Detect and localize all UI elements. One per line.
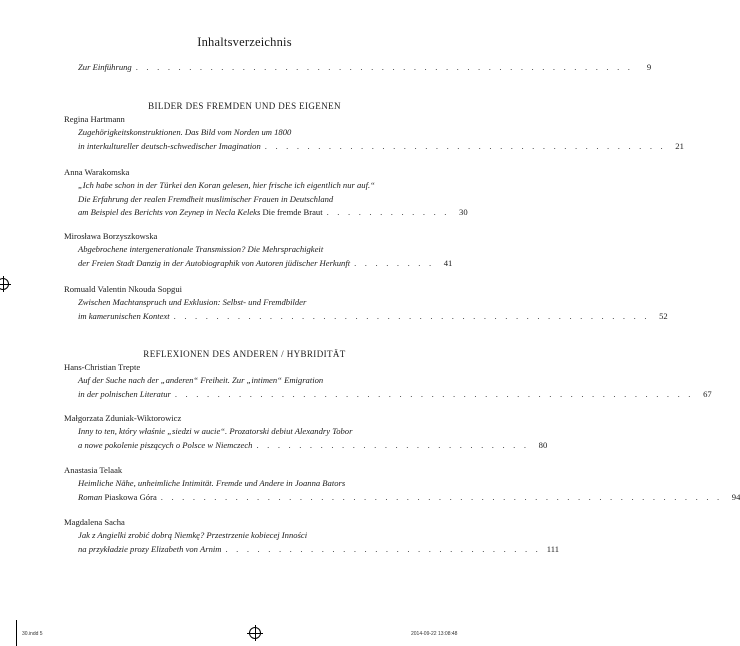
- toc-line: [64, 206, 468, 219]
- registration-mark-icon: [0, 278, 9, 290]
- toc-entry: [64, 283, 668, 323]
- dot-leader: . . . . . . . . . . . .: [326, 207, 450, 218]
- toc-line: [64, 543, 560, 556]
- registration-mark-icon: [249, 627, 261, 639]
- dot-leader: . . . . . . . . . . . . . . . . . . . . . . . . . . . . . . . . . . . . . . . . . . . . . . .: [135, 62, 634, 72]
- toc-line: Auf der Suche nach der „anderen“ Freiheit. Zur „intimen“ Emigration: [78, 375, 324, 386]
- dot-leader: . . . . . . . . . . . . . . . . . . . . . . . . . . . . . . . . . . . . . . . . . . . . . . . . .: [174, 388, 694, 399]
- toc-line-text: [78, 491, 157, 504]
- author-name: Romuald Valentin Nkouda Sopgui: [64, 284, 182, 294]
- toc-entry: [64, 113, 684, 153]
- dot-leader: . . . . . . . . . . . . . . . . . . . . . . . . . .: [256, 439, 530, 450]
- toc-entry: [64, 516, 560, 556]
- dot-leader: . . . . . . . . . . . . . . . . . . . . . . . . . . . . . . . . . . . . . . . . . . . . .: [173, 310, 650, 321]
- toc-line-text: im kamerunischen Kontext: [78, 310, 170, 321]
- toc-line: Heimliche Nähe, unheimliche Intimität. Fremde und Andere in Joanna Bators: [78, 478, 346, 489]
- page-number: 94: [731, 491, 740, 502]
- toc-line: [64, 61, 652, 74]
- toc-line-text: der Freien Stadt Danzig in der Autobiographik von Autoren jüdischer Herkunft: [78, 257, 351, 268]
- toc-line-text: a nowe pokolenie piszących o Polsce w Niemczech: [78, 439, 253, 450]
- book-title: Die fremde Braut: [260, 207, 323, 218]
- book-title: Piaskowa Góra: [102, 491, 157, 502]
- page-number: 52: [659, 310, 668, 321]
- footer-timestamp: 2014-09-22 13:08:48: [411, 631, 458, 637]
- author-name: Mirosława Borzyszkowska: [64, 231, 158, 241]
- toc-line: [64, 388, 712, 401]
- toc-line: Zwischen Machtanspruch und Exklusion: Selbst- und Fremdbilder: [78, 297, 307, 308]
- toc-entry: [64, 361, 712, 401]
- toc-entry-title: Zur Einführung: [78, 62, 132, 72]
- toc-line: [64, 310, 668, 323]
- toc-entry: [64, 412, 548, 452]
- dot-leader: . . . . . . . . . . . . . . . . . . . . . . . . . . . . . . . . . . . . . . . . . . . . . . . . . . . . .: [160, 491, 723, 502]
- page-number: 9: [646, 62, 652, 72]
- author-name: Magdalena Sacha: [64, 517, 125, 527]
- toc-entry-intro: [64, 61, 652, 74]
- page-title: Inhaltsverzeichnis: [197, 35, 292, 49]
- toc-line: Inny to ten, który właśnie „siedzi w aucie“. Prozatorski debiut Alexandry Tobor: [78, 426, 353, 437]
- toc-line-text: na przykładzie prozy Elizabeth von Arnim: [78, 543, 222, 554]
- dot-leader: . . . . . . . .: [354, 257, 435, 268]
- page-number: 111: [546, 543, 560, 554]
- page-number: 21: [675, 140, 684, 151]
- toc-entry: [64, 166, 468, 220]
- author-name: Anna Warakomska: [64, 167, 130, 177]
- page-number: 80: [538, 439, 548, 450]
- dot-leader: . . . . . . . . . . . . . . . . . . . . . . . . . . . . . . . . . . . . . .: [264, 140, 666, 151]
- section-heading: REFLEXIONEN DES ANDEREN / HYBRIDITÄT: [143, 349, 346, 359]
- toc-line: [64, 140, 684, 153]
- toc-line-italic: am Beispiel des Berichts von Zeynep in Necla Keleks: [78, 207, 261, 218]
- toc-line-text: in interkultureller deutsch-schwedischer Imagination: [78, 140, 261, 151]
- toc-line: „Ich habe schon in der Türkei den Koran gelesen, hier frische ich eigentlich nur auf.“: [78, 180, 375, 191]
- page-number: 30: [459, 207, 468, 218]
- author-name: Hans-Christian Trepte: [64, 362, 141, 372]
- toc-line-text: in der polnischen Literatur: [78, 388, 171, 399]
- author-name: Małgorzata Zduniak-Wiktorowicz: [64, 413, 182, 423]
- dot-leader: . . . . . . . . . . . . . . . . . . . . . . . . . . . . . .: [225, 543, 542, 554]
- author-name: Regina Hartmann: [64, 114, 125, 124]
- footer-file: 30.indd 5: [22, 631, 43, 637]
- toc-line: Zugehörigkeitskonstruktionen. Das Bild vom Norden um 1800: [78, 127, 292, 138]
- toc-line: [64, 439, 548, 452]
- toc-line: Die Erfahrung der realen Fremdheit muslimischer Frauen in Deutschland: [78, 193, 334, 204]
- author-name: Anastasia Telaak: [64, 465, 123, 475]
- toc-entry: [64, 464, 740, 504]
- toc-entry: [64, 230, 453, 270]
- toc-line: Jak z Angielki zrobić dobrą Niemkę? Przestrzenie kobiecej Inności: [78, 530, 308, 541]
- section-heading: BILDER DES FREMDEN UND DES EIGENEN: [148, 101, 341, 111]
- crop-mark: [16, 620, 17, 646]
- toc-line: Abgebrochene intergenerationale Transmission? Die Mehrsprachigkeit: [78, 244, 324, 255]
- page-number: 67: [703, 388, 712, 399]
- page-number: 41: [443, 257, 453, 268]
- toc-line: [64, 257, 453, 270]
- toc-line-italic: Roman: [78, 491, 103, 502]
- toc-line: [64, 491, 740, 504]
- toc-line-text: [78, 206, 323, 219]
